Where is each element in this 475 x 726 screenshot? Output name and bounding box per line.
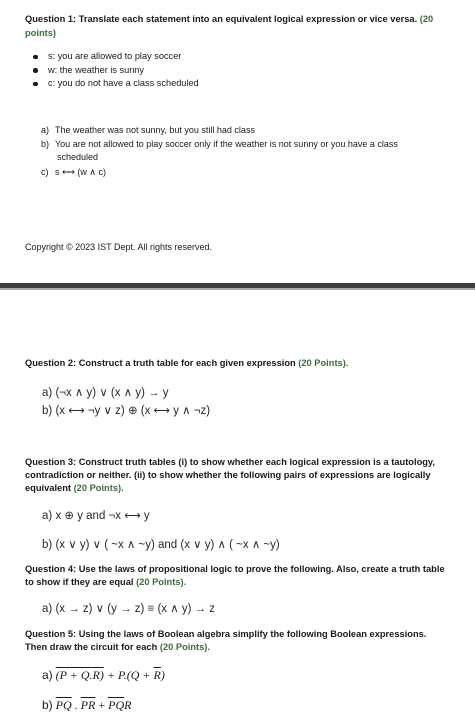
q5-item-a: a) $(P + Q.R) + P.(Q + \overline{R})$: [42, 668, 165, 682]
points-label: (20 Points).: [298, 358, 349, 368]
q3-item-a: a) x ⊕ y and ¬x ⟷ y: [42, 510, 150, 522]
q5-item-b: b) $\overline{PQ}$ . $\overline{PR} + \overline{P}\overline{Q}R$: [42, 698, 132, 712]
q3-item-b: b) (x ∨ y) ∨ ( ~x ∧ ~y) and (x ∨ y) ∧ ( ~x ∧ ~y): [42, 539, 280, 551]
q4-item-a: a) (x → z) ∨ (y → z) ≡ (x ∧ y) → z: [42, 603, 216, 615]
points-label: (20 Points).: [159, 642, 210, 652]
question-5-heading: Question 5: Using the laws of Boolean algebra simplify the following Boolean expressions. Then draw the circuit for each (20 Points).: [25, 629, 427, 652]
points-label: (20 Points).: [136, 577, 187, 587]
question-3-heading: Question 3: Construct truth tables (i) to show whether each logical expression is a tautology, contradiction or neither. (ii) to show whether the following pairs of expressions are logically equivalent (20 Points).: [25, 457, 435, 493]
points-label: (20 Points).: [73, 483, 124, 493]
q1-item-a: a) The weather was not sunny, but you still had class: [41, 125, 255, 135]
q2-item-a: a) (¬x ∧ y) ∨ (x ∧ y) → y: [42, 387, 169, 399]
points-label: (20 points): [25, 14, 434, 38]
q2-item-b: b) (x ⟷ ¬y ∨ z) ⊕ (x ⟷ y ∧ ¬z): [42, 405, 211, 417]
list-item: s: you are allowed to play soccer: [33, 50, 199, 64]
page-divider-shadow: [0, 288, 475, 290]
variable-list: [33, 50, 199, 91]
q1-item-b: b) You are not allowed to play soccer only if the weather is not sunny or you have a class scheduled: [41, 139, 398, 162]
q1-item-c: c) s ⟷ (w ∧ c): [41, 167, 106, 177]
question-2-heading: Question 2: Construct a truth table for each given expression (20 Points).: [25, 358, 349, 368]
question-1-heading: Question 1: Translate each statement into an equivalent logical expression or vice versa. (20 points): [25, 14, 434, 38]
list-item: c: you do not have a class scheduled: [33, 77, 199, 91]
copyright-text: Copyright © 2023 IST Dept. All rights reserved.: [25, 242, 213, 252]
list-item: w: the weather is sunny: [33, 64, 199, 78]
question-4-heading: Question 4: Use the laws of propositional logic to prove the following. Also, create a truth table to show if they are equal (20 Points).: [25, 564, 445, 587]
